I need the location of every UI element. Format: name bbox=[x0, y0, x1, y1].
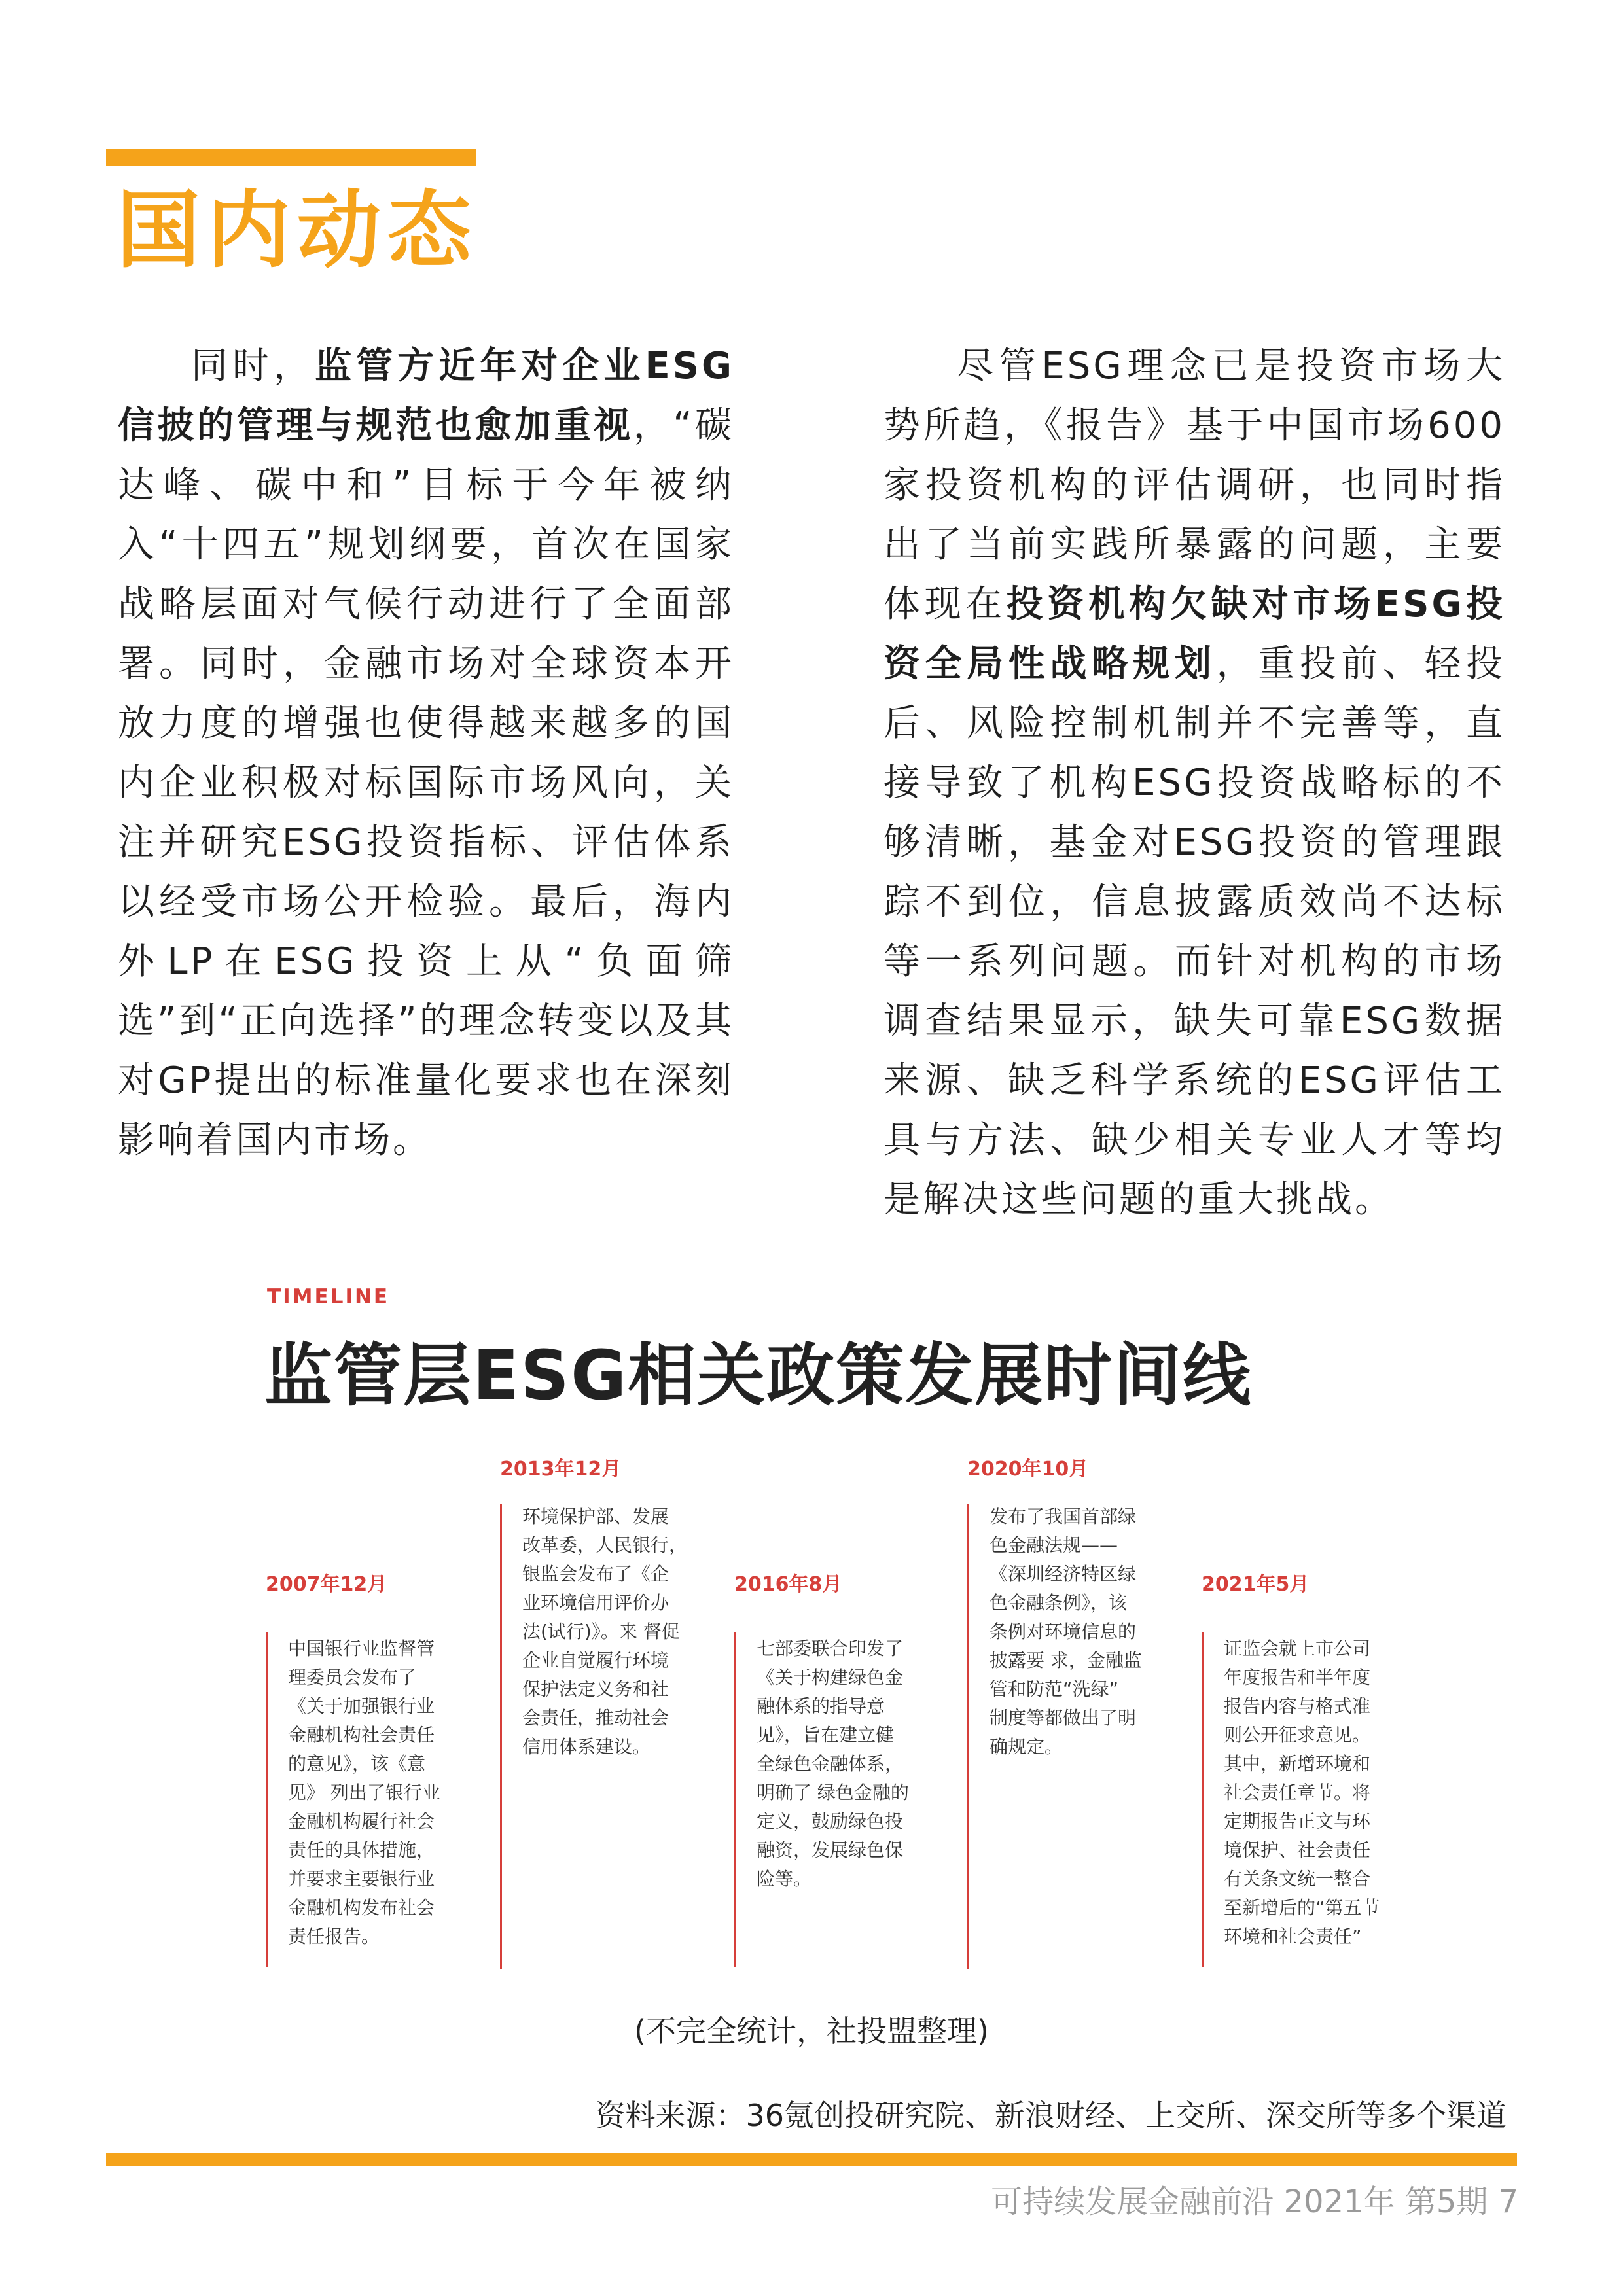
desc-line: 信用体系建设。 bbox=[522, 1736, 651, 1757]
desc-line: 其中，新增环境和 bbox=[1224, 1753, 1371, 1775]
right-lead: 尽管ESG理念已是投资市场大势所趋，《报告》基于中国市场600家投资机构的评估调研，也同时指出了当前实践所暴露的问题，主要体现在 bbox=[883, 345, 1505, 626]
desc-line: 七部委联合印发了 bbox=[757, 1638, 904, 1659]
desc-line: 见》，旨在建立健 bbox=[757, 1724, 895, 1746]
desc-line: 证监会就上市公司 bbox=[1224, 1638, 1371, 1659]
desc-line: 会责任，推动社会 bbox=[522, 1707, 669, 1729]
desc-line: 条例对环境信息的 bbox=[990, 1621, 1137, 1642]
desc-line: 并要求主要银行业 bbox=[288, 1868, 435, 1890]
desc-line: 环境保护部、发展 bbox=[522, 1506, 669, 1527]
desc-line: 全绿色金融体系， bbox=[757, 1753, 904, 1775]
page-number: 7 bbox=[1498, 2183, 1518, 2220]
timeline-title: 监管层ESG相关政策发展时间线 bbox=[264, 1335, 1253, 1415]
desc-line: 社会责任章节。将 bbox=[1224, 1782, 1371, 1803]
page-footer bbox=[980, 2176, 1518, 2221]
data-source: 资料来源：36氪创投研究院、新浪财经、上交所、深交所等多个渠道 bbox=[595, 2098, 1507, 2133]
right-emphasis: 投资机构欠缺对市场ESG投资全局性战略规划 bbox=[883, 583, 1505, 685]
left-column bbox=[118, 336, 734, 1170]
timeline-date: 2007年12月 bbox=[266, 1573, 387, 1596]
desc-line: 银监会发布了《企 bbox=[522, 1563, 669, 1585]
desc-line: 理委员会发布了 bbox=[288, 1667, 417, 1688]
section-title: 国内动态 bbox=[116, 182, 478, 279]
desc-line: 融体系的指导意 bbox=[757, 1695, 885, 1717]
desc-line: 金融机构履行社会 bbox=[288, 1810, 435, 1832]
left-lead: 同时， bbox=[191, 345, 315, 387]
desc-line: 业环境信用评价办 bbox=[522, 1592, 669, 1614]
left-emphasis: 监管方近年对企业ESG信披的管理与规范也愈加重视 bbox=[118, 345, 734, 447]
desc-line: 《关于加强银行业 bbox=[288, 1695, 435, 1717]
timeline-description bbox=[1224, 1634, 1380, 1951]
timeline-description bbox=[288, 1634, 440, 1951]
desc-line: 融资，发展绿色保 bbox=[757, 1839, 904, 1861]
timeline-line bbox=[967, 1504, 969, 1969]
desc-line: 有关条文统一整合 bbox=[1224, 1868, 1371, 1890]
timeline-date: 2020年10月 bbox=[967, 1458, 1089, 1481]
desc-line: 环境和社会责任” bbox=[1224, 1926, 1362, 1947]
left-paragraph bbox=[118, 336, 734, 1170]
desc-line: 改革委，人民银行， bbox=[522, 1534, 688, 1556]
desc-line: 管和防范“洗绿” bbox=[990, 1678, 1119, 1700]
desc-line: 确规定。 bbox=[990, 1736, 1063, 1757]
desc-line: 《关于构建绿色金 bbox=[757, 1667, 904, 1688]
timeline-line bbox=[500, 1504, 502, 1969]
timeline-date: 2013年12月 bbox=[500, 1458, 622, 1481]
desc-line: 《深圳经济特区绿 bbox=[990, 1563, 1137, 1585]
timeline-eyebrow: TIMELINE bbox=[267, 1285, 390, 1309]
desc-line: 色金融条例》，该 bbox=[990, 1592, 1128, 1614]
timeline-description bbox=[990, 1502, 1142, 1761]
desc-line: 发布了我国首部绿 bbox=[990, 1506, 1137, 1527]
desc-line: 保护法定义务和社 bbox=[522, 1678, 669, 1700]
desc-line: 责任的具体措施， bbox=[288, 1839, 435, 1861]
left-rest: ，“碳达峰、碳中和”目标于今年被纳入“十四五”规划纲要，首次在国家战略层面对气候行动进行了全面部署。同时，金融市场对全球资本开放力度的增强也使得越来越多的国内企业积极对标国际市场风向，关注并研究ESG投资指标、评估体系以经受市场公开检验。最后，海内外LP在ESG投资上从“负面筛选”到“正向选择”的理念转变以及其对GP提出的标准量化要求也在深刻影响着国内市场。 bbox=[118, 404, 735, 1161]
footer-accent-bar bbox=[106, 2153, 1517, 2166]
desc-line: 定义，鼓励绿色投 bbox=[757, 1810, 904, 1832]
desc-line: 制度等都做出了明 bbox=[990, 1707, 1137, 1729]
desc-line: 险等。 bbox=[757, 1868, 812, 1890]
right-rest: ，重投前、轻投后、风险控制机制并不完善等，直接导致了机构ESG投资战略标的不够清晰，基金对ESG投资的管理跟踪不到位，信息披露质效尚不达标等一系列问题。而针对机构的市场调查结果显示，缺失可靠ESG数据来源、缺乏科学系统的ESG评估工具与方法、缺少相关专业人才等均是解决这些问题的重大挑战。 bbox=[883, 643, 1506, 1221]
desc-line: 色金融法规—— bbox=[990, 1534, 1118, 1556]
desc-line: 企业自觉履行环境 bbox=[522, 1650, 669, 1671]
desc-line: 见》 列出了银行业 bbox=[288, 1782, 440, 1803]
desc-line: 披露要 求，金融监 bbox=[990, 1650, 1142, 1671]
timeline-note: (不完全统计，社投盟整理) bbox=[634, 2013, 989, 2049]
desc-line: 责任报告。 bbox=[288, 1926, 380, 1947]
desc-line: 定期报告正文与环 bbox=[1224, 1810, 1371, 1832]
timeline-line bbox=[1202, 1632, 1204, 1967]
timeline-date: 2021年5月 bbox=[1202, 1573, 1310, 1596]
desc-line: 则公开征求意见。 bbox=[1224, 1724, 1371, 1746]
timeline-description bbox=[757, 1634, 909, 1894]
desc-line: 报告内容与格式准 bbox=[1224, 1695, 1371, 1717]
desc-line: 境保护、社会责任 bbox=[1224, 1839, 1371, 1861]
desc-line: 年度报告和半年度 bbox=[1224, 1667, 1371, 1688]
desc-line: 明确了 绿色金融的 bbox=[757, 1782, 909, 1803]
desc-line: 中国银行业监督管 bbox=[288, 1638, 435, 1659]
timeline-line bbox=[266, 1632, 268, 1967]
right-paragraph bbox=[883, 336, 1505, 1229]
timeline-date: 2016年8月 bbox=[734, 1573, 842, 1596]
right-column bbox=[883, 336, 1505, 1229]
section-accent-bar bbox=[106, 149, 476, 166]
desc-line: 金融机构发布社会 bbox=[288, 1897, 435, 1918]
desc-line: 的意见》，该《意 bbox=[288, 1753, 426, 1775]
timeline-description bbox=[522, 1502, 687, 1761]
desc-line: 法(试行)》。来 督促 bbox=[522, 1621, 680, 1642]
timeline-line bbox=[734, 1632, 736, 1967]
desc-line: 至新增后的“第五节 bbox=[1224, 1897, 1380, 1918]
publication-name: 可持续发展金融前沿 2021年 第5期 bbox=[991, 2183, 1488, 2220]
desc-line: 金融机构社会责任 bbox=[288, 1724, 435, 1746]
